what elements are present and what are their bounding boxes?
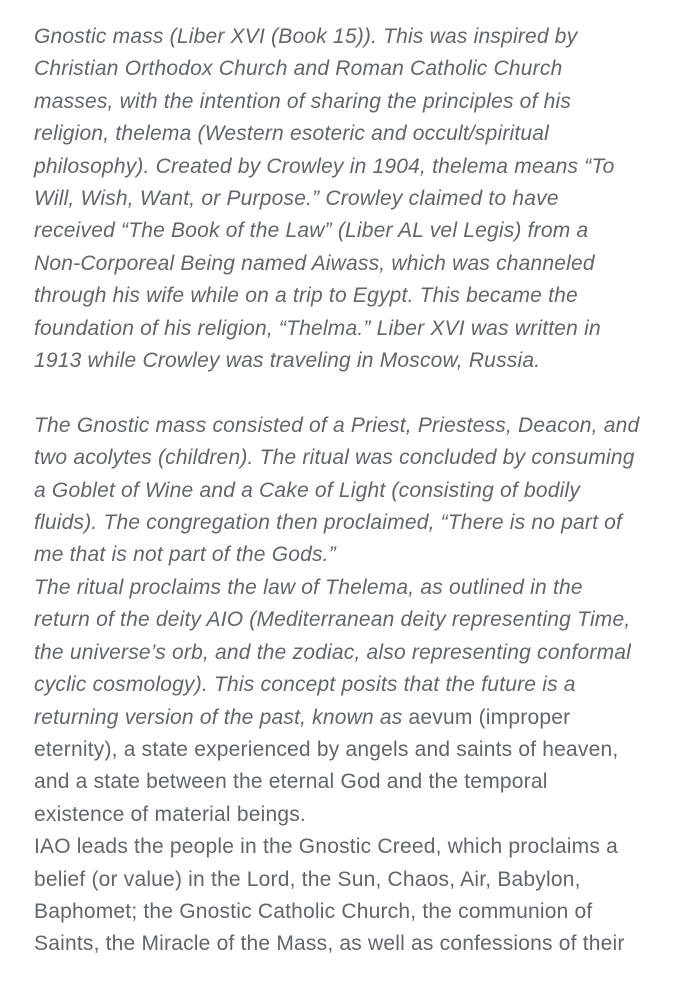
text-line: return of the deity AIO (Mediterranean deity representing Time, [34, 608, 631, 632]
text-line: foundation of his religion, “Thelma.” Liber XVI was written in [34, 316, 601, 340]
text-line: a Goblet of Wine and a Cake of Light (consisting of bodily [34, 478, 581, 502]
text-line: The Gnostic mass consisted of a Priest, Priestess, Deacon, and [34, 413, 640, 437]
text-line: philosophy). Created by Crowley in 1904, thelema means “To [34, 154, 615, 178]
text-line: 1913 while Crowley was traveling in Moscow, Russia. [34, 349, 541, 373]
text-line-mixed-style [34, 702, 669, 734]
text-line: masses, with the intention of sharing the principles of his [34, 89, 572, 113]
text-segment-regular: aevum (improper [402, 705, 571, 729]
text-line: The ritual proclaims the law of Thelema, as outlined in the [34, 575, 583, 599]
paragraph-gnostic-mass-ritual [34, 410, 669, 572]
text-line: through his wife while on a trip to Egypt. This became the [34, 284, 578, 308]
paragraph-gnostic-mass-intro [34, 21, 669, 377]
text-line: Christian Orthodox Church and Roman Catholic Church [34, 57, 563, 81]
text-line: cyclic cosmology). This concept posits that the future is a [34, 673, 576, 697]
text-segment-italic: returning version of the past, known as [34, 705, 403, 729]
text-line: Gnostic mass (Liber XVI (Book 15)). This was inspired by [34, 25, 578, 48]
text-line: Baphomet; the Gnostic Catholic Church, the communion of [34, 899, 593, 923]
text-line: eternity), a state experienced by angels and saints of heaven, [34, 737, 619, 761]
text-line: and a state between the eternal God and the temporal [34, 770, 548, 794]
paragraph-gnostic-creed [34, 831, 669, 961]
text-line: existence of material beings. [34, 802, 306, 826]
text-line: religion, thelema (Western esoteric and occult/spiritual [34, 122, 550, 146]
text-line: Will, Wish, Want, or Purpose.” Crowley claimed to have [34, 187, 559, 211]
text-line: Saints, the Miracle of the Mass, as well as confessions of their [34, 932, 625, 956]
text-line: the universe’s orb, and the zodiac, also representing conformal [34, 640, 632, 664]
text-line: IAO leads the people in the Gnostic Creed, which proclaims a [34, 835, 618, 859]
text-line: me that is not part of the Gods.” [34, 543, 336, 567]
text-line: belief (or value) in the Lord, the Sun, Chaos, Air, Babylon, [34, 867, 581, 891]
text-line: received “The Book of the Law” (Liber AL vel Legis) from a [34, 219, 589, 243]
text-line: fluids). The congregation then proclaimed, “There is no part of [34, 511, 623, 535]
text-line: two acolytes (children). The ritual was concluded by consuming [34, 446, 635, 470]
text-line: Non-Corporeal Being named Aiwass, which was channeled [34, 251, 595, 275]
paragraph-thelema-law [34, 572, 669, 831]
